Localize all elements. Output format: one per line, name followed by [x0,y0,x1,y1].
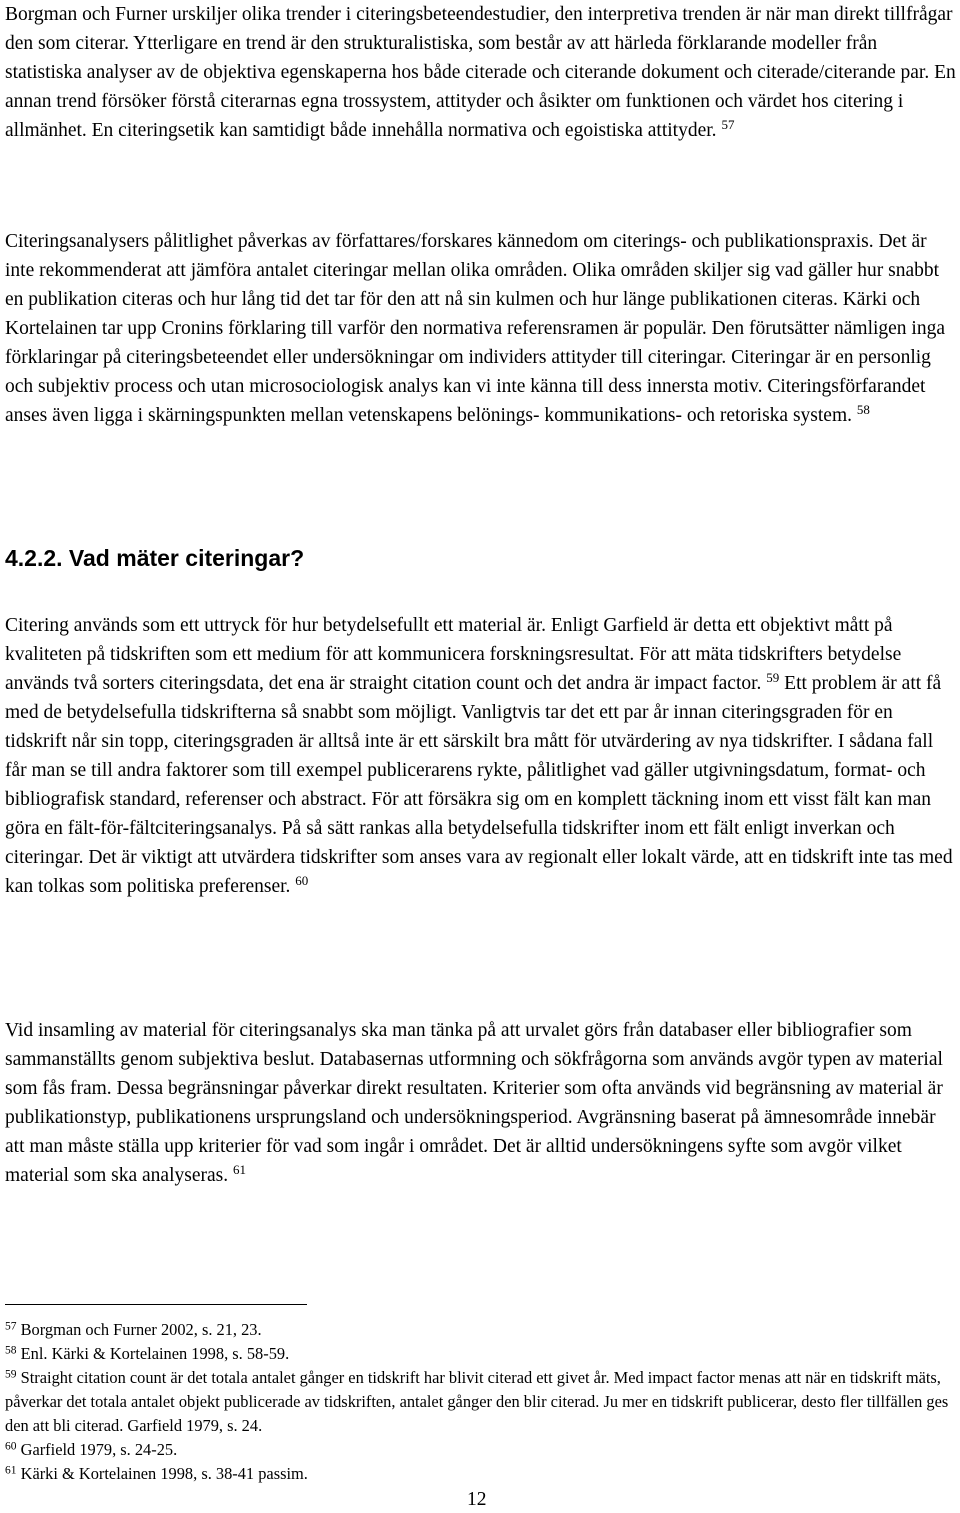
footnote-reference[interactable]: 57 [721,116,735,132]
footnote-number: 58 [5,1344,17,1357]
footnote-number: 57 [5,1320,17,1333]
footnote-number: 60 [5,1440,17,1453]
footnote [5,1318,957,1342]
footnote [5,1438,957,1462]
paragraph-text: Citeringsanalysers pålitlighet påverkas av författares/forskares kännedom om citerings- och publikationspraxis. Det är inte rekommenderat att jämföra antalet citeringar mellan olika områden. Olika områden skiljer sig vad gäller hur snabbt en publikation citeras och hur lång tid det tar för den att nå sin kulmen och hur länge publikationen citeras. Kärki och Kortelainen tar upp Cronins förklaring till varför den normativa referensramen är populär. Den förutsätter nämligen inga förklaringar på citeringsbeteendet eller undersökningar om individers attityder till citeringar. Citeringar är en personlig och subjektiv process och utan microsociologisk analys kan vi inte känna till dess innersta motiv. Citeringsförfarandet anses även ligga i skärningspunkten mellan vetenskapens belönings- kommunikations- och retoriska system. [5,231,946,426]
page-number: 12 [467,1489,487,1510]
paragraph-text: Ett problem är att få med de betydelsefulla tidskrifterna så snabbt som möjligt. Vanligtvis tar det ett par år innan citeringsgraden för en tidskrift når sin topp, citeringsgraden är alltså inte är ett särskilt bra mått för utvärdering av nya tidskrifter. I sådana fall får man se till andra faktorer som till exempel publicerarens rykte, pålitlighet vad gäller utgivningsdatum, format- och bibliografisk standard, referenser och abstract. För att försäkra sig om en komplett täckning inom ett visst fält kan man göra en fält-för-fältciteringsanalys. På så sätt rankas alla betydelsefulla tidskrifter inom ett fält enligt inverkan och citeringar. Det är viktigt att utvärdera tidskrifter som anses vara av regionalt eller lokalt värde, att en tidskrift inte tas med kan tolkas som politiska preferenser. [5,673,953,897]
footnote-text: Enl. Kärki & Kortelainen 1998, s. 58-59. [20,1344,290,1363]
paragraph-citation-trends [5,0,957,145]
footnote [5,1462,957,1486]
footnote-text: Kärki & Kortelainen 1998, s. 38-41 passim. [20,1464,308,1483]
footnote-reference[interactable]: 59 [766,669,780,685]
footnote-text: Garfield 1979, s. 24-25. [20,1440,178,1459]
footnote-reference[interactable]: 61 [232,1161,246,1177]
footnote-separator [5,1304,307,1305]
paragraph-material-selection [5,1016,957,1190]
footnote [5,1366,957,1438]
paragraph-what-citations-measure [5,611,957,901]
footnote-number: 59 [5,1368,17,1381]
footnote-reference[interactable]: 58 [856,401,870,417]
footnotes-section [5,1318,957,1486]
paragraph-text: Vid insamling av material för citeringsanalys ska man tänka på att urvalet görs från databaser eller bibliografier som sammanställts genom subjektiva beslut. Databasernas utformning och sökfrågorna som används avgör typen av material som fås fram. Dessa begränsningar påverkar direkt resultaten. Kriterier som ofta används vid begränsning av material är publikationstyp, publikationens ursprungsland och undersökningsperiod. Avgränsning baserat på ämnesområde innebär att man måste ställa upp kriterier för vad som ingår i området. Det är alltid undersökningens syfte som avgör vilket material som ska analyseras. [5,1020,943,1186]
paragraph-text: Citering används som ett uttryck för hur betydelsefullt ett material är. Enligt Garfield är detta ett objektivt mått på kvaliteten på tidskriften som ett medium för att kommunicera forskningsresultat. För att mäta tidskrifters betydelse används två sorters citeringsdata, det ena är straight citation count och det andra är impact factor. [5,615,902,694]
footnote-text: Borgman och Furner 2002, s. 21, 23. [20,1320,262,1339]
section-heading: 4.2.2. Vad mäter citeringar? [5,545,305,571]
paragraph-text: Borgman och Furner urskiljer olika trender i citeringsbeteendestudier, den interpretiva trenden är när man direkt tillfrågar den som citerar. Ytterligare en trend är den strukturalistiska, som består av att härleda förklarande modeller från statistiska analyser av de objektiva egenskaperna hos både citerade och citerande dokument och citerade/citerande par. En annan trend försöker förstå citerarnas egna trossystem, attityder och åsikter om funktionen och värdet hos citering i allmänhet. En citeringsetik kan samtidigt både innehålla normativa och egoistiska attityder. [5,4,956,141]
footnote [5,1342,957,1366]
footnote-reference[interactable]: 60 [295,872,309,888]
footnote-number: 61 [5,1464,17,1477]
paragraph-citation-reliability [5,227,957,430]
footnote-text: Straight citation count är det totala antalet gånger en tidskrift har blivit citerad ett givet år. Med impact factor menas att när en tidskrift mäts, påverkar det totala antalet objekt publicerade av tidskriften, antalet gånger den blir citerad. Ju mer en tidskrift publicerar, desto fler tillfällen ges den att bli citerad. Garfield 1979, s. 24. [5,1368,949,1435]
